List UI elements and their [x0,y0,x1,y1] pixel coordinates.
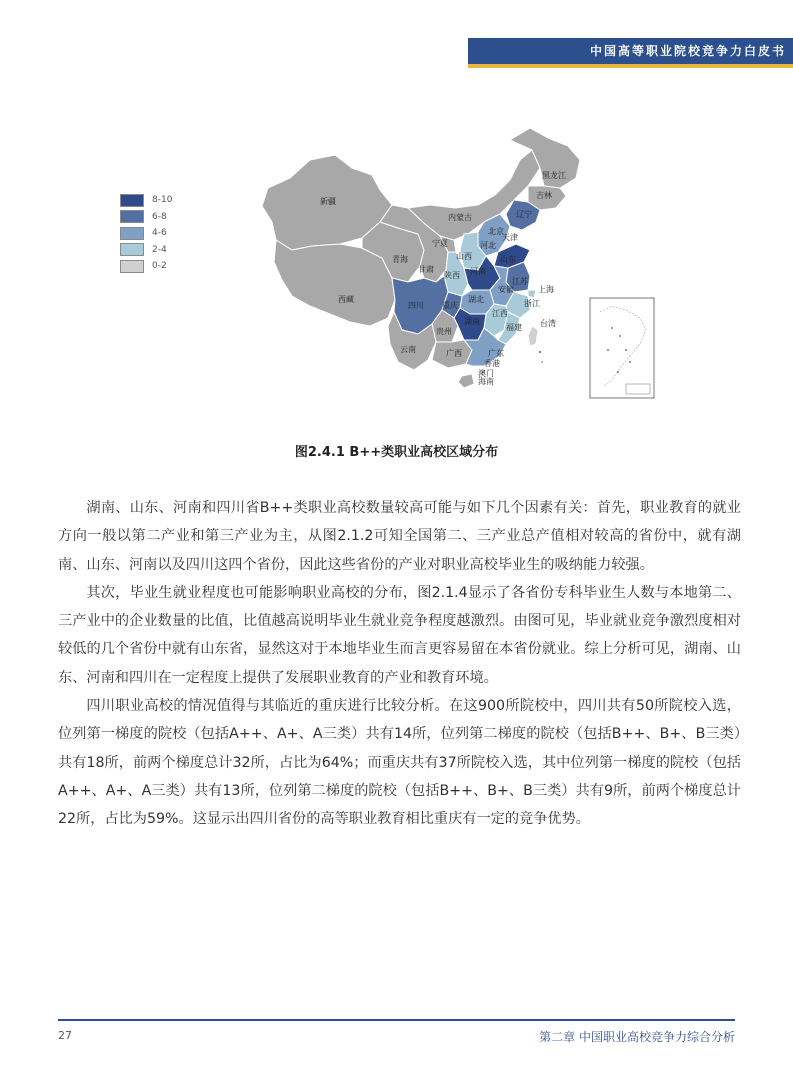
label-beijing: 北京 [488,227,504,236]
label-shanxi: 山西 [456,252,472,261]
label-heilongjiang: 黑龙江 [542,171,566,180]
province-shanghai [528,290,536,298]
label-xianggang: 香港 [484,359,500,368]
label-chongqing: 重庆 [442,301,458,310]
label-xizang: 西藏 [338,295,354,304]
label-fujian: 福建 [506,323,522,332]
legend-label: 8-10 [152,195,173,206]
label-gansu: 甘肃 [418,265,434,274]
label-tianjin: 天津 [502,233,518,242]
paragraph: 其次，毕业生就业程度也可能影响职业高校的分布，图2.1.4显示了各省份专科毕业生人数与本地第二、三产业中的企业数量的比值，比值越高说明毕业生就业竞争程度越激烈。由图可见，毕业就业竞争激烈度相对较低的几个省份中就有山东省，显然这对于本地毕业生而言更容易留在本省份就业。综上分析可见，湖南、山东、河南和四川在一定程度上提供了发展职业教育的产业和教育环境。 [58,584,741,686]
label-zhejiang: 浙江 [524,299,540,308]
label-henan: 河南 [470,267,486,276]
legend-label: 4-6 [152,228,167,239]
label-xinjiang: 新疆 [320,197,336,206]
label-shanghai: 上海 [538,285,554,294]
china-province-map [110,115,680,425]
label-hebei: 河北 [480,241,496,250]
label-ningxia: 宁夏 [432,239,448,248]
label-anhui: 安徽 [498,285,514,294]
label-jiangxi: 江西 [492,309,508,318]
label-shandong: 山东 [500,255,516,264]
label-guangxi: 广西 [446,349,462,358]
island-dot [539,351,542,354]
label-sichuan: 四川 [408,301,424,310]
province-hainan [458,374,474,388]
label-jilin: 吉林 [536,191,552,200]
label-yunnan: 云南 [400,345,416,354]
legend-label: 0-2 [152,261,167,272]
label-taiwan: 台湾 [540,319,556,328]
footer-chapter-title: 第二章 中国职业高校竞争力综合分析 [539,1030,735,1044]
label-neimenggu: 内蒙古 [448,213,472,222]
label-guizhou: 贵州 [436,327,452,336]
label-qinghai: 青海 [392,255,408,264]
footer-rule [58,1019,735,1021]
label-shaanxi: 陕西 [444,271,460,280]
south-china-sea-inset [590,298,654,398]
header-title: 中国高等职业院校竞争力白皮书 [589,44,786,58]
legend-label: 6-8 [152,211,167,222]
label-aomen: 澳门 [478,369,494,378]
label-hubei: 湖北 [468,295,484,304]
legend-label: 2-4 [152,244,167,255]
header-accent-stripe [468,64,793,68]
label-hunan: 湖南 [464,317,480,326]
body-text [58,494,741,834]
label-hainan: 海南 [478,377,494,386]
island-dot [541,361,543,363]
paragraph: 湖南、山东、河南和四川省B++类职业高校数量较高可能与如下几个因素有关：首先，职业教育的就业方向一般以第二产业和第三产业为主，从图2.1.2可知全国第二、三产业总产值相对较高的省份中，就有湖南、山东、河南以及四川这四个省份，因此这些省份的产业对职业高校毕业生的吸纳能力较强。 [58,500,741,573]
label-guangdong: 广东 [488,349,504,358]
paragraph: 四川职业高校的情况值得与其临近的重庆进行比较分析。在这900所院校中，四川共有50所院校入选，位列第一梯度的院校（包括A++、A+、A三类）共有14所，位列第二梯度的院校（包括B++、B+、B三类）共有18所，前两个梯度总计32所，占比为64%；而重庆共有37所院校入选，其中位列第一梯度的院校（包括A++、A+、A三类）共有13所，位列第二梯度的院校（包括B++、B+、B三类）共有9所，前两个梯度总计22所，占比为59%。这显示出四川省份的高等职业教育相比重庆有一定的竞争优势。 [58,698,741,828]
page-number: 27 [58,1029,72,1042]
figure-caption: 图2.4.1 B++类职业高校区域分布 [294,445,499,460]
label-liaoning: 辽宁 [516,210,532,219]
label-jiangsu: 江苏 [512,277,528,286]
province-taiwan [528,326,538,346]
